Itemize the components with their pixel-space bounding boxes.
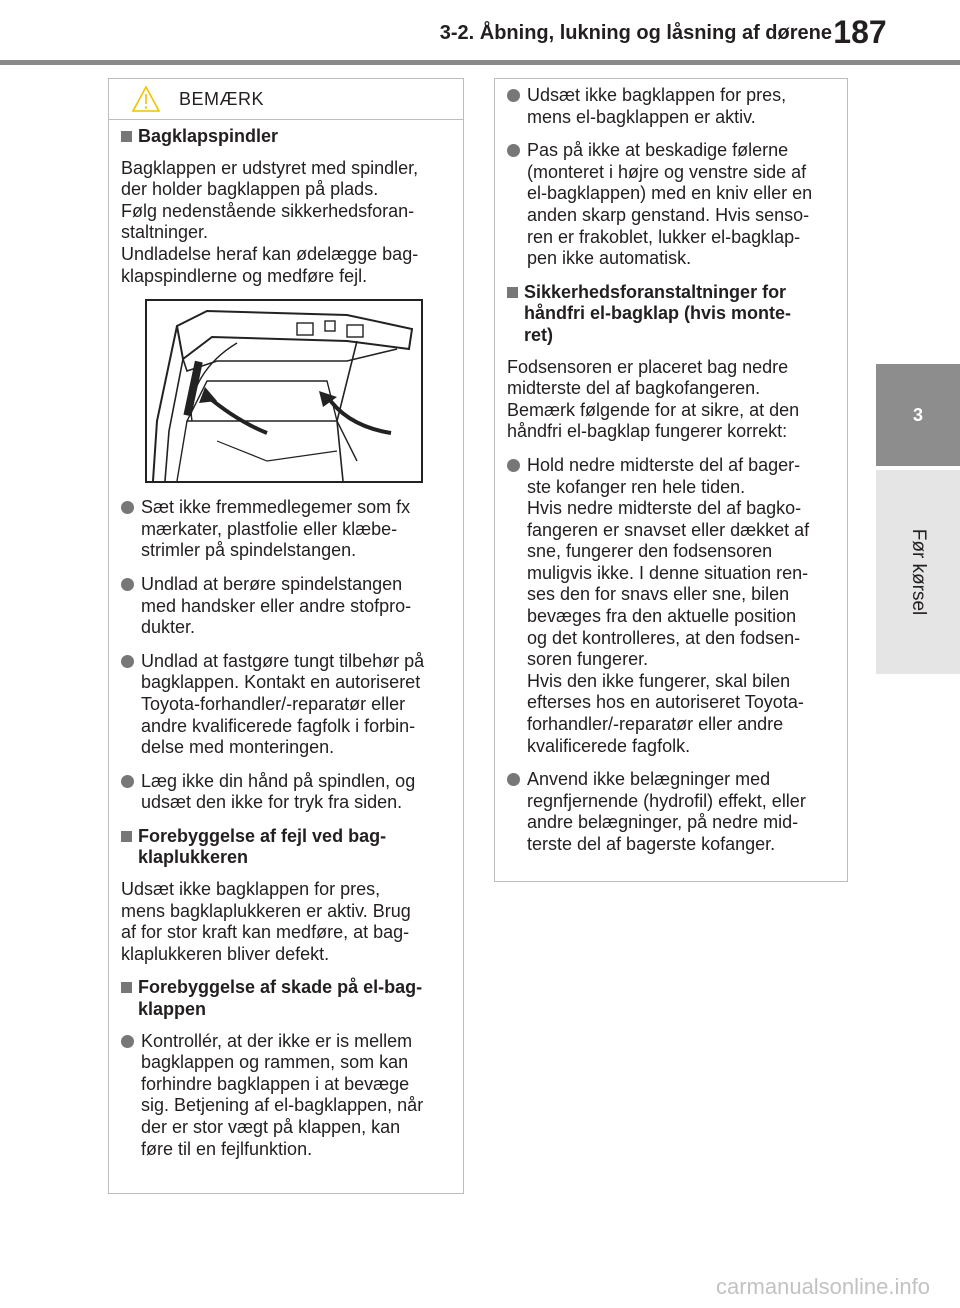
heading-bagklaplukker: Forebyggelse af fejl ved bag- klaplukkeren <box>121 826 449 869</box>
list-item: Anvend ikke belægninger med regnfjernende (hydrofil) effekt, eller andre belægninger, på nedre mid- terste del af bagerste kofanger. <box>507 769 833 855</box>
notice-header <box>109 79 463 120</box>
round-bullet-icon <box>507 773 520 786</box>
bullet-list <box>121 497 449 814</box>
round-bullet-icon <box>121 501 134 514</box>
round-bullet-icon <box>121 1035 134 1048</box>
paragraph: Fodsensoren er placeret bag nedre midterste del af bagkofangeren. Bemærk følgende for at sikre, at den håndfri el-bagklap fungerer korrekt: <box>507 356 800 442</box>
section-title: 3-2. Åbning, lukning og låsning af dørene <box>439 22 832 44</box>
round-bullet-icon <box>121 578 134 591</box>
square-bullet-icon <box>121 831 132 842</box>
list-item: Sæt ikke fremmedlegemer som fx mærkater, plastfolie eller klæbe- strimler på spindelstangen. <box>121 497 449 562</box>
chapter-tab-number[interactable]: 3 <box>876 364 960 466</box>
notice-box-left <box>108 78 464 1194</box>
list-item: Læg ikke din hånd på spindlen, og udsæt den ikke for tryk fra siden. <box>121 771 449 814</box>
square-bullet-icon <box>121 982 132 993</box>
notice-label: BEMÆRK <box>179 89 265 109</box>
list-item: Undlad at fastgøre tungt tilbehør på bagklappen. Kontakt en autoriseret Toyota-forhandler/-reparatør eller andre kvalificerede fagfolk i forbin- delse med monteringen. <box>121 651 449 759</box>
list-item: Kontrollér, at der ikke er is mellem bagklappen og rammen, som kan forhindre bagklappen i at bevæge sig. Betjening af el-bagklappen, når der er stor vægt på klappen, kan føre til en fejlfunktion. <box>121 1031 449 1161</box>
list-item: Pas på ikke at beskadige følerne (monteret i højre og venstre side af el-bagklappen) med en kniv eller en anden skarp genstand. Hvis senso- ren er frakoblet, lukker el-bagklap- pen ikke automatisk. <box>507 140 833 270</box>
paragraph: Udsæt ikke bagklappen for pres, mens bagklaplukkeren er aktiv. Brug af for stor kraft kan medføre, at bag- klaplukkeren bliver defekt. <box>121 879 411 964</box>
tailgate-illustration <box>145 299 423 483</box>
heading-bagklapspindler: Bagklapspindler <box>121 126 449 148</box>
heading-handsfree-tailgate: Sikkerhedsforanstaltninger for håndfri el-bagklap (hvis monte- ret) <box>507 282 833 347</box>
paragraph: Bagklappen er udstyret med spindler, der holder bagklappen på plads. Følg nedenstående sikkerhedsforan- staltninger. Undladelse heraf kan ødelægge bag- klapspindlerne og medføre fejl. <box>121 157 419 286</box>
list-item: Undlad at berøre spindelstangen med handsker eller andre stofpro- dukter. <box>121 574 449 639</box>
square-bullet-icon <box>507 287 518 298</box>
round-bullet-icon <box>121 655 134 668</box>
page-number: 187 <box>833 14 887 50</box>
round-bullet-icon <box>507 459 520 472</box>
round-bullet-icon <box>507 144 520 157</box>
chapter-tab-label: Før kørsel <box>908 528 929 616</box>
heading-el-bagklap: Forebyggelse af skade på el-bag- klappen <box>121 977 449 1020</box>
notice-box-right <box>494 78 848 882</box>
watermark: carmanualsonline.info <box>715 1274 930 1299</box>
warning-triangle-icon <box>131 85 161 113</box>
header-rule <box>0 60 960 65</box>
list-item: Hold nedre midterste del af bager- ste kofanger ren hele tiden. Hvis nedre midterste del af bagko- fangeren er snavset eller dækket af sne, fungerer den fodsensoren muligvis ikke. I denne situation ren- ses den for snavs eller sne, bilen bevæges fra den aktuelle position og det kontrolleres, at den fodsen- soren fungerer. Hvis den ikke fungerer, skal bilen efterses hos en autoriseret Toyota- forhandler/-reparatør eller andre kvalificerede fagfolk. <box>507 455 833 757</box>
round-bullet-icon <box>507 89 520 102</box>
square-bullet-icon <box>121 131 132 142</box>
round-bullet-icon <box>121 775 134 788</box>
list-item: Udsæt ikke bagklappen for pres, mens el-bagklappen er aktiv. <box>507 85 833 128</box>
